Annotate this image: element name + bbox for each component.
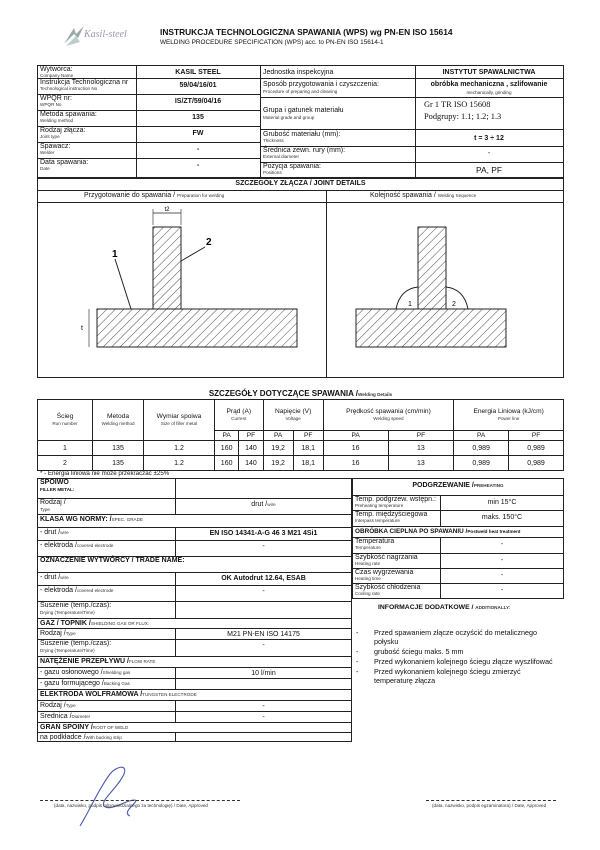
header-field-sublabel: WPQR No (40, 102, 62, 107)
table-cell: 0,989 (509, 441, 564, 456)
preparation-drawing (75, 205, 305, 355)
header-field-label: Wytwórca: (40, 66, 73, 73)
filler-field-sublabel: Drying (Temperature/Time) (40, 648, 95, 653)
seq-label: Kolejność spawania / (370, 192, 436, 199)
thickness-sublabel: Thickness (263, 138, 284, 143)
preheat-field-label: Szybkość nagrzania (355, 554, 418, 561)
preheat-heading: PODGRZEWANIE /PREHEATING (412, 482, 504, 489)
filler-field-label: OZNACZENIE WYTWÓRCY / TRADE NAME: (40, 557, 185, 564)
additional-info-item: - Przed wykonaniem kolejnego ściegu złącze wyszlifować (356, 657, 553, 666)
header-field-sublabel: Date (40, 166, 50, 171)
filler-field-label: - drut /wire (40, 574, 69, 581)
preheat-field-value: - (500, 541, 504, 548)
preparation-sublabel: Procedure of preparing and cleaning (263, 89, 338, 94)
column-header: Energia Liniowa (kJ/cm) Power line (454, 400, 564, 431)
filler-field-label: - elektroda /covered electrode (40, 587, 114, 594)
preheat-field-sublabel: Temperature (355, 545, 381, 550)
table-cell: 13 (388, 456, 454, 471)
signature (70, 760, 160, 830)
footer-left: (data, nazwisko, podpis odpowiedzialnego za technologię) / Date, Approved (54, 803, 208, 808)
base-plate (97, 309, 297, 347)
header-field-sublabel: Welder (40, 150, 55, 155)
preheat-field-value: min 15°C (487, 499, 517, 506)
table-cell: 160 (215, 441, 239, 456)
header-field-sublabel: Technological instruction No (40, 86, 98, 91)
column-header: Wymiar spoiwa Size of filler metal (144, 400, 215, 441)
callout-1: 1 (112, 249, 118, 260)
column-header: Ścieg Run number (38, 400, 93, 441)
thickness-label: Grubość materiału (mm): (263, 131, 341, 138)
diameter-label: Średnica zewn. rury (mm): (263, 147, 346, 154)
preheat-field-label: Temperatura (355, 538, 395, 545)
table-cell: 2 (38, 456, 93, 471)
position-subheader: PA (454, 431, 509, 441)
prep-sub: Preparation for welding (177, 193, 225, 198)
position-subheader: PF (509, 431, 564, 441)
table-row (38, 456, 564, 471)
prep-label: Przygotowanie do spawania / (84, 192, 176, 199)
filler-field-value: - (262, 703, 265, 710)
seq-label-wrap (370, 192, 476, 199)
filler-field-sublabel: FILLER METAL: (40, 487, 75, 492)
inspection-label: Jednostka inspekcyjna (263, 69, 334, 76)
seq-vertical-plate (418, 227, 446, 309)
table-cell: 140 (239, 441, 263, 456)
filler-field-label: Suszenie (temp./czas): (40, 602, 112, 609)
filler-field-label: GAZ / TOPNIK /SHIELDING GAS OR FLUX: (40, 620, 150, 627)
preheat-field-sublabel: Interpass temperature (355, 518, 400, 523)
table-row (38, 441, 564, 456)
preheat-field-label: Temp. podgrzew. wstępn.: (355, 496, 436, 503)
preheat-field-sublabel: Cooling rate (355, 591, 380, 596)
header-field-sublabel: Welding method (40, 118, 74, 123)
table-cell: 160 (215, 456, 239, 471)
material-sublabel: Material grade and group (263, 115, 315, 120)
filler-field-label: - gazu formującego /Backing Gas (40, 680, 130, 687)
filler-field-value: 10 l/min (251, 670, 276, 677)
preheat-field-sublabel: Preheating temperature (355, 503, 404, 508)
logo-text: Kasil-steel (84, 29, 127, 40)
header-field-value: KASIL STEEL (175, 69, 221, 76)
seq-sub: Welding Sequence (437, 193, 477, 198)
preheat-field-sublabel: Heating time (355, 576, 381, 581)
thickness-value: t = 3 ÷ 12 (474, 135, 504, 142)
position-sublabel: Positions (263, 170, 282, 175)
preparation-value-sub: mechanically, grinding (466, 90, 512, 95)
position-subheader: PA (215, 431, 239, 441)
filler-field-value: EN ISO 14341-A-G 46 3 M21 4Si1 (209, 530, 318, 537)
seq-base-plate (356, 309, 506, 347)
header-field-value: 135 (192, 114, 204, 121)
filler-field-value: - (262, 588, 265, 595)
additional-info-list (356, 628, 561, 686)
header-field-label: Metoda spawania: (40, 111, 97, 118)
table-cell: 16 (323, 441, 388, 456)
document-title: INSTRUKCJA TECHNOLOGICZNA SPAWANIA (WPS) wg PN-EN ISO 15614 (160, 27, 453, 37)
position-subheader: PF (239, 431, 263, 441)
filler-field-label: - elektroda /covered electrode (40, 542, 114, 549)
preheat-field-label: Szybkość chłodzenia (355, 584, 421, 591)
header-field-value: FW (192, 130, 204, 137)
preheat-field-sublabel: Heating rate (355, 561, 381, 566)
filler-field-label: Rodzaj /Type (40, 702, 76, 709)
preparation-label: Sposób przygotowania i czyszczenia: (263, 81, 379, 88)
header-field-sublabel: Company Name (40, 73, 74, 78)
table-cell: 16 (323, 456, 388, 471)
company-logo (62, 24, 142, 50)
preheat-field-label: OBRÓBKA CIEPLNA PO SPAWANIU /Postweld heat treatment (355, 528, 521, 535)
filler-field-value: OK Autodrut 12.64, ESAB (221, 575, 306, 582)
table-cell: 0,989 (454, 456, 509, 471)
filler-field-value: - (262, 642, 265, 649)
sequence-drawing (340, 205, 560, 355)
table-cell: 1 (38, 441, 93, 456)
filler-field-label: - drut /wire (40, 529, 69, 536)
weld-bead-1 (396, 287, 418, 309)
filler-field-label: Suszenie (temp./czas): (40, 640, 112, 647)
header-field-value: IS/ZT/59/04/16 (174, 98, 222, 105)
position-subheader: PF (388, 431, 454, 441)
filler-field-value: M21 PN-EN ISO 14175 (227, 631, 300, 638)
table-cell: 1.2 (144, 456, 215, 471)
filler-field-label: na podkładce /With backing strip (40, 734, 122, 741)
filler-field-label: ELEKTRODA WOLFRAMOWA /TUNGSTEN ELECTRODE (40, 691, 197, 698)
preheat-field-value: - (500, 572, 504, 579)
document-subtitle: WELDING PROCEDURE SPECIFICATION (WPS) acc. to PN-EN ISO 15614-1 (160, 39, 384, 46)
header-field-label: Rodzaj złącza: (40, 127, 86, 134)
header-field-label: Instrukcja Technologiczna nr (40, 79, 129, 86)
filler-field-label: Rodzaj / (40, 499, 66, 506)
preheat-field-label: Temp. międzyściegowa (355, 511, 428, 518)
table-cell: 135 (93, 441, 144, 456)
material-value-1: Gr 1 TR ISO 15608 (424, 100, 491, 109)
position-subheader: PA (323, 431, 388, 441)
filler-field-value: drut /wire (251, 501, 276, 508)
filler-field-value: - (262, 543, 265, 550)
preheat-field-value: maks. 150°C (481, 514, 523, 521)
seq-number-2: 2 (452, 301, 456, 308)
table-cell: 0,989 (509, 456, 564, 471)
filler-field-label: - gazu osłonowego /Shielding gas (40, 669, 131, 676)
position-label: Pozycja spawania: (263, 163, 321, 170)
filler-field-sublabel: Type (40, 507, 50, 512)
table-cell: 135 (93, 456, 144, 471)
filler-field-label: NATĘŻENIE PRZEPŁYWU /FLOW RATE (40, 658, 156, 665)
table-cell: 18,1 (293, 441, 323, 456)
filler-field-value: - (262, 714, 265, 721)
header-field-label: Spawacz: (40, 143, 71, 150)
header-field-value: 59/04/16/01 (179, 82, 217, 89)
preheat-field-value: - (500, 557, 504, 564)
additional-info-item: - grubość ściegu maks. 5 mm (356, 647, 464, 656)
header-field-label: Data spawania: (40, 159, 89, 166)
header-field-label: WPQR nr: (40, 95, 72, 102)
weld-bead-2 (446, 287, 468, 309)
joint-details-heading: SZCZEGÓŁY ZŁĄCZA / JOINT DETAILS (235, 180, 366, 187)
table-cell: 19,2 (263, 441, 293, 456)
table-cell: 0,989 (454, 441, 509, 456)
table-cell: 18,1 (293, 456, 323, 471)
column-header: Prąd (A) Current (215, 400, 264, 431)
preheat-field-label: Czas wygrzewania (355, 569, 414, 576)
diameter-sublabel: External diameter (263, 154, 300, 159)
column-header: Prędkość spawania (cm/min) Welding speed (323, 400, 454, 431)
table-cell: 1.2 (144, 441, 215, 456)
energy-note: * - Energia liniowa nie może przekraczać ±25% (40, 470, 170, 477)
seq-number-1: 1 (408, 301, 412, 308)
column-header: Napięcie (V) Voltage (263, 400, 323, 431)
preparation-value: obróbka mechaniczna , szlifowanie (430, 81, 548, 88)
table-cell: 19,2 (263, 456, 293, 471)
position-subheader: PF (293, 431, 323, 441)
material-label: Grupa i gatunek materiału (263, 107, 344, 114)
additional-info-item: - Przed spawaniem złącze oczyścić do metalicznego połysku (356, 628, 537, 646)
filler-field-label: SPOIWO (40, 479, 69, 486)
dim-t2: t2 (164, 207, 170, 213)
table-cell: 13 (388, 441, 454, 456)
callout-2: 2 (206, 237, 212, 248)
prep-label-wrap (84, 192, 224, 199)
welding-details-table (37, 399, 564, 471)
filler-field-label: KLASA WG NORMY: /SPEC. GRADE (40, 516, 143, 523)
position-value: PA, PF (476, 165, 502, 175)
additional-info-heading: INFORMACJE DODATKOWE / ADDITIONALLY: (378, 604, 511, 611)
filler-field-label: Rodzaj /Type (40, 630, 76, 637)
vertical-plate (153, 227, 181, 309)
diameter-value: - (487, 150, 491, 157)
filler-field-sublabel: Drying (Temperature/Time) (40, 610, 95, 615)
filler-field-label: Średnica /Diameter (40, 713, 91, 720)
table-cell: 140 (239, 456, 263, 471)
welding-details-heading: SZCZEGÓŁY DOTYCZĄCE SPAWANIA /Welding Details (208, 389, 393, 398)
material-value-2: Podgrupy: 1.1; 1.2; 1.3 (424, 112, 502, 121)
inspection-value: INSTYTUT SPAWALNICTWA (442, 69, 536, 76)
position-subheader: PA (263, 431, 293, 441)
dim-t: t (81, 325, 83, 332)
preheat-field-value: - (500, 587, 504, 594)
additional-info-item: - Przed wykonaniem kolejnego ściegu zmierzyć temperaturę złącza (356, 667, 521, 685)
header-field-value: - (196, 146, 200, 153)
footer-right: (data, nazwisko, podpis egzaminatora) / Date, Approved (432, 803, 547, 808)
header-field-sublabel: Joint type (40, 134, 60, 139)
column-header: Metoda Welding method (93, 400, 144, 441)
header-field-value: - (196, 162, 200, 169)
filler-field-label: GRAŃ SPOINY /ROOT OF WELD (40, 724, 129, 731)
